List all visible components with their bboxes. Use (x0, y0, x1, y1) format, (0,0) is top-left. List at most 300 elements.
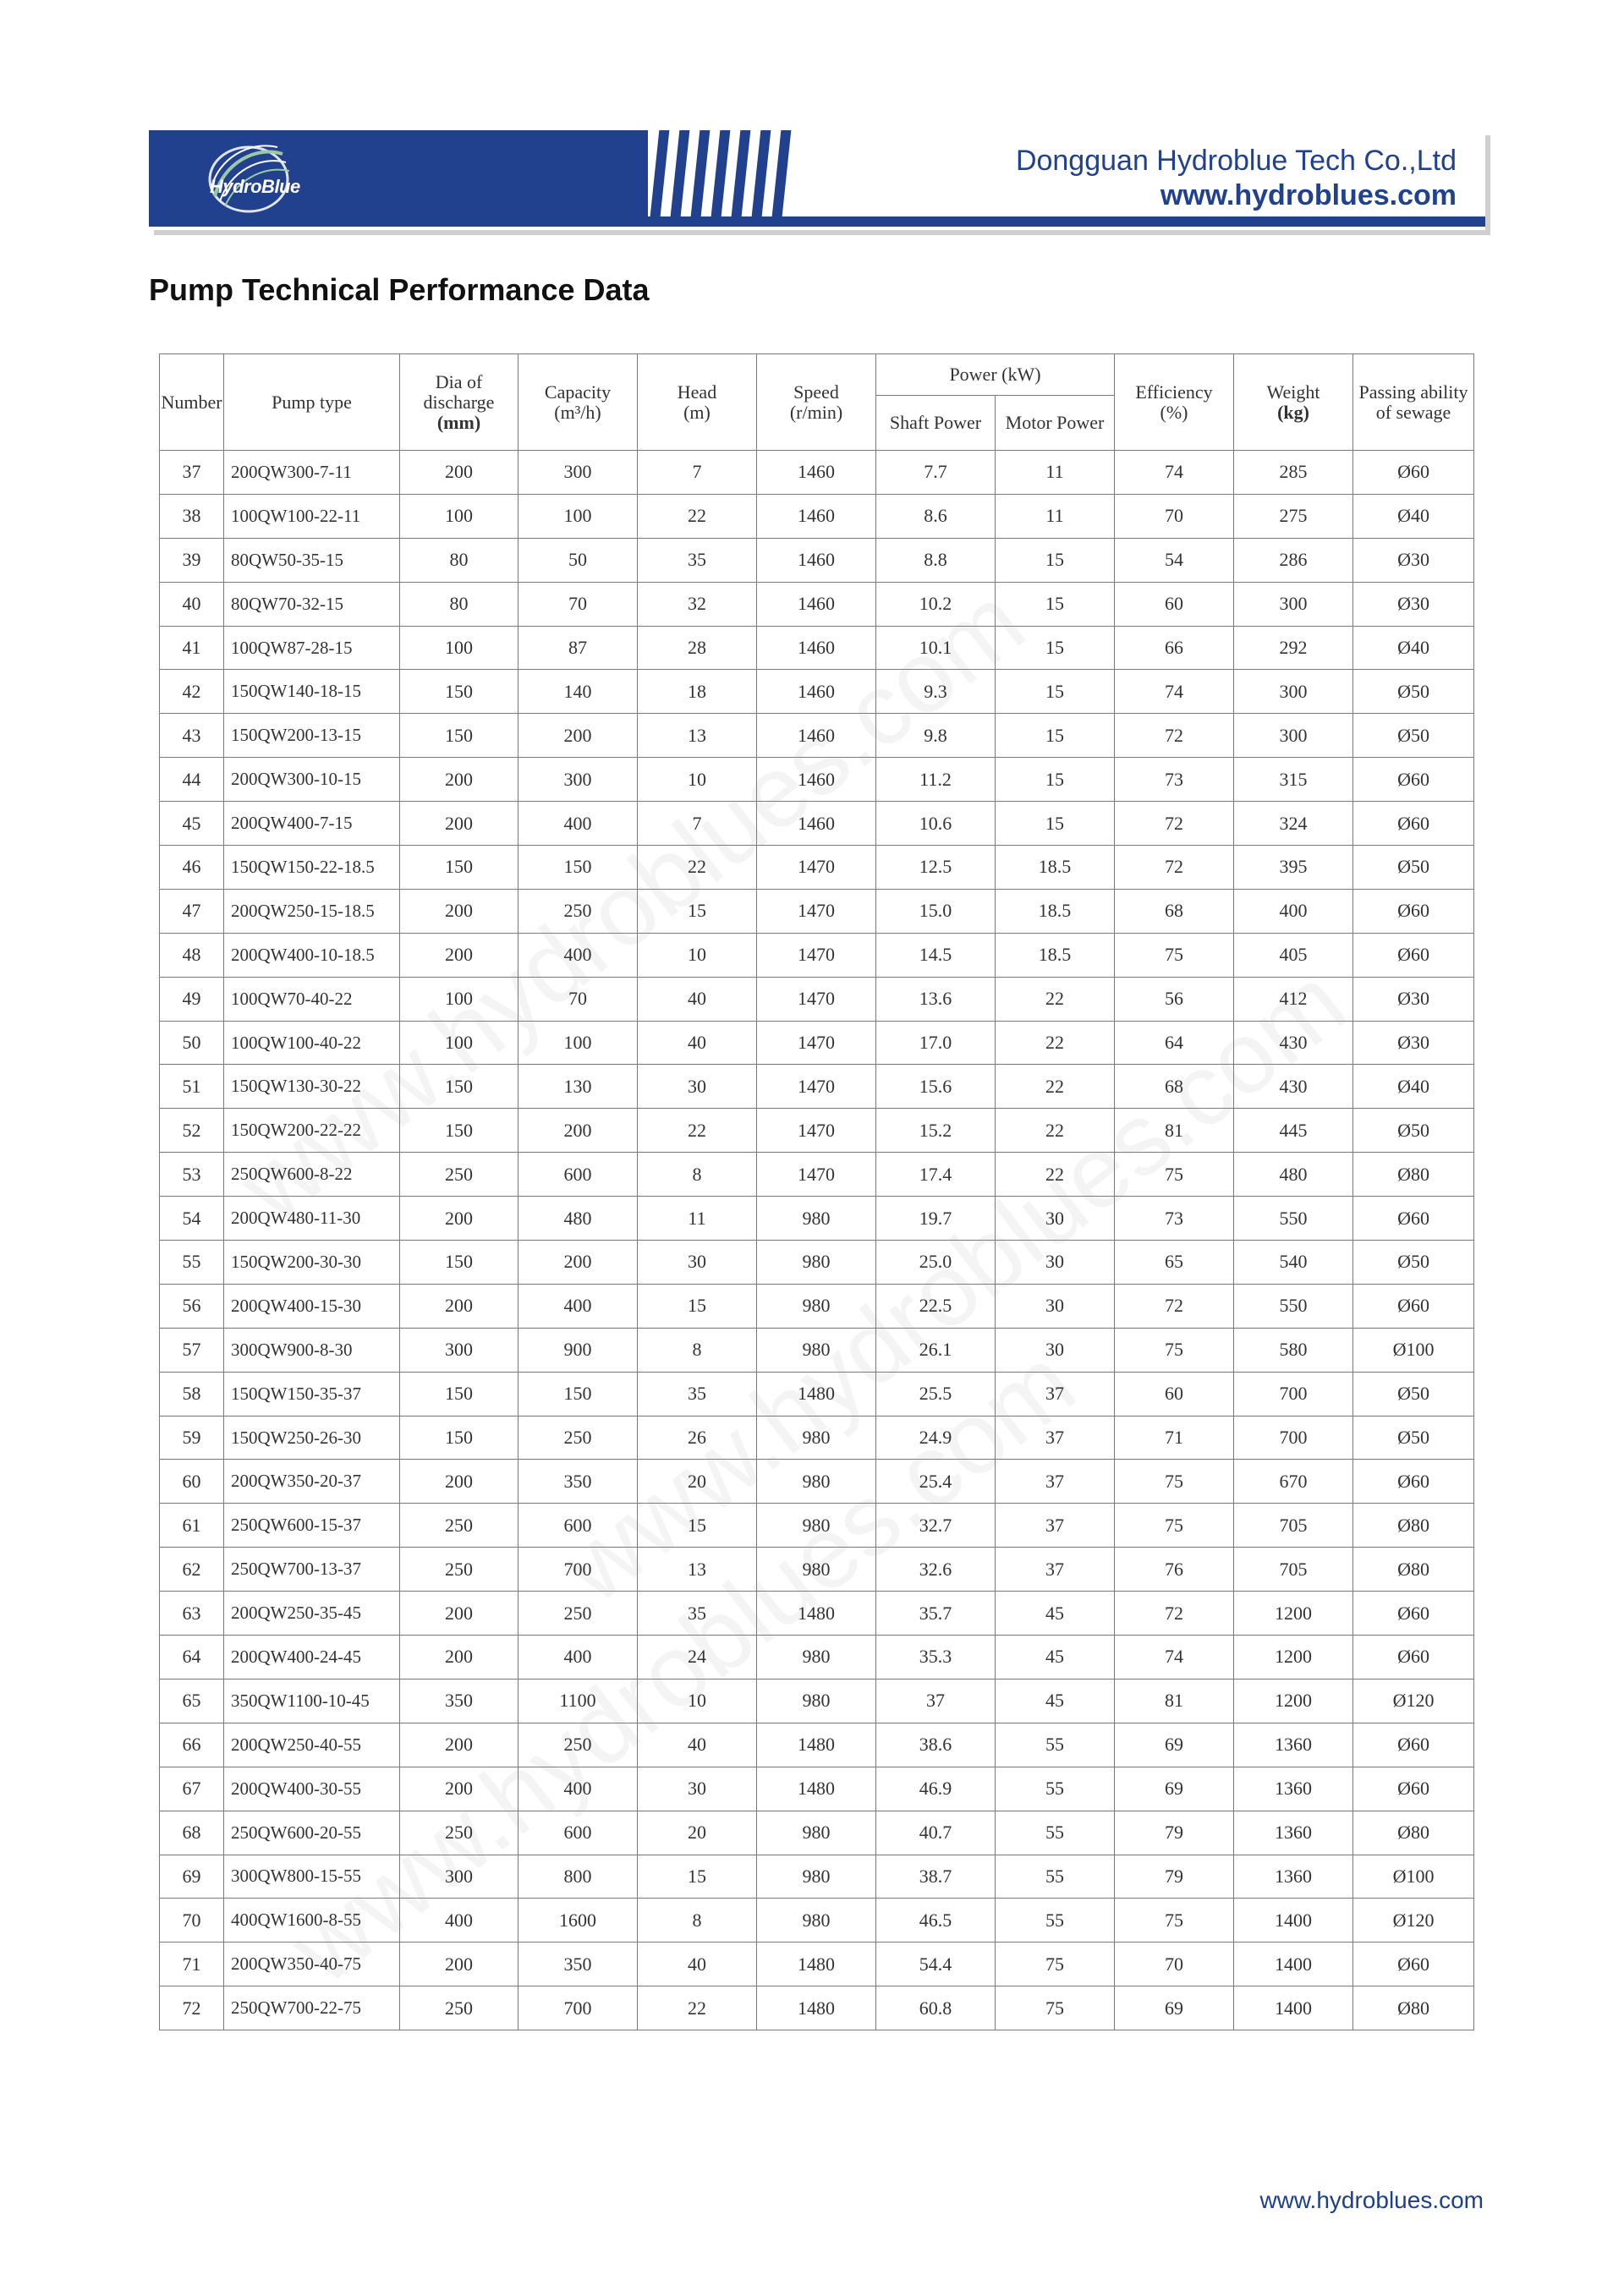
performance-table (159, 353, 1474, 2030)
table-cell: 8.6 (876, 494, 996, 538)
table-cell: 980 (757, 1636, 876, 1680)
table-cell: 80 (400, 582, 518, 626)
table-cell: Ø60 (1353, 1460, 1474, 1504)
table-cell: 44 (160, 758, 224, 802)
table-cell: 30 (996, 1241, 1115, 1285)
table-cell: 100 (400, 977, 518, 1021)
table-cell: 1470 (757, 933, 876, 977)
table-cell: Ø60 (1353, 1197, 1474, 1241)
table-cell: 45 (996, 1679, 1115, 1723)
table-cell: 71 (1115, 1416, 1234, 1460)
table-cell: 300 (518, 758, 638, 802)
header-banner (149, 130, 1485, 230)
table-cell: 400 (400, 1899, 518, 1943)
table-cell: 405 (1234, 933, 1353, 977)
table-cell: Ø100 (1353, 1328, 1474, 1372)
table-cell: 50 (160, 1021, 224, 1065)
table-cell: 150 (400, 1416, 518, 1460)
table-row (160, 802, 1474, 846)
table-cell: 75 (1115, 1460, 1234, 1504)
table-cell: 250 (518, 889, 638, 933)
table-cell: 350 (518, 1460, 638, 1504)
table-cell: 74 (1115, 451, 1234, 495)
table-cell: 700 (518, 1548, 638, 1592)
table-cell: 79 (1115, 1855, 1234, 1899)
table-cell: 100QW100-22-11 (224, 494, 400, 538)
table-cell: 81 (1115, 1109, 1234, 1153)
table-cell: 37 (160, 451, 224, 495)
table-cell: 55 (996, 1811, 1115, 1855)
table-row (160, 1153, 1474, 1197)
table-cell: 150 (518, 1372, 638, 1416)
table-cell: 150 (400, 1065, 518, 1109)
header-underline-bar (149, 216, 1485, 227)
table-cell: 57 (160, 1328, 224, 1372)
table-cell: 1460 (757, 802, 876, 846)
table-cell: 550 (1234, 1284, 1353, 1328)
table-cell: 72 (160, 1986, 224, 2030)
table-cell: 8 (638, 1328, 757, 1372)
header-efficiency: Efficiency (%) (1115, 354, 1234, 451)
table-cell: 59 (160, 1416, 224, 1460)
table-row (160, 889, 1474, 933)
table-cell: Ø30 (1353, 538, 1474, 582)
table-row (160, 451, 1474, 495)
table-cell: 54 (160, 1197, 224, 1241)
table-cell: 150QW140-18-15 (224, 670, 400, 714)
table-cell: 200 (400, 933, 518, 977)
table-row (160, 846, 1474, 890)
table-cell: 100 (518, 494, 638, 538)
table-cell: 68 (1115, 889, 1234, 933)
table-cell: 45 (996, 1592, 1115, 1636)
header-weight: Weight (kg) (1234, 354, 1353, 451)
table-cell: 15 (996, 626, 1115, 670)
table-cell: 37 (996, 1416, 1115, 1460)
logo-text: HydroBlue (210, 176, 300, 197)
table-cell: 54 (1115, 538, 1234, 582)
table-cell: 65 (160, 1679, 224, 1723)
table-cell: 15 (996, 670, 1115, 714)
table-cell: 37 (876, 1679, 996, 1723)
table-cell: 350 (518, 1943, 638, 1986)
table-row (160, 1943, 1474, 1986)
table-cell: 79 (1115, 1811, 1234, 1855)
table-cell: 1200 (1234, 1679, 1353, 1723)
table-row (160, 582, 1474, 626)
table-cell: 22 (638, 494, 757, 538)
table-cell: 75 (996, 1986, 1115, 2030)
table-cell: 300 (400, 1855, 518, 1899)
table-cell: 22 (996, 1109, 1115, 1153)
table-cell: 275 (1234, 494, 1353, 538)
table-cell: 40 (160, 582, 224, 626)
table-cell: 11 (996, 451, 1115, 495)
table-cell: 1480 (757, 1372, 876, 1416)
table-cell: 17.4 (876, 1153, 996, 1197)
table-cell: 292 (1234, 626, 1353, 670)
table-cell: 72 (1115, 802, 1234, 846)
table-cell: 580 (1234, 1328, 1353, 1372)
table-cell: 600 (518, 1504, 638, 1548)
table-cell: 13 (638, 1548, 757, 1592)
table-cell: 200QW350-40-75 (224, 1943, 400, 1986)
table-cell: 75 (1115, 933, 1234, 977)
table-cell: 55 (996, 1767, 1115, 1811)
table-cell: 980 (757, 1460, 876, 1504)
table-cell: Ø50 (1353, 714, 1474, 758)
table-cell: 400 (518, 1636, 638, 1680)
table-cell: 40.7 (876, 1811, 996, 1855)
table-cell: 15 (996, 538, 1115, 582)
table-cell: 47 (160, 889, 224, 933)
table-row (160, 1460, 1474, 1504)
table-row (160, 714, 1474, 758)
table-cell: 670 (1234, 1460, 1353, 1504)
table-cell: 430 (1234, 1021, 1353, 1065)
table-cell: 400 (518, 1767, 638, 1811)
table-row (160, 977, 1474, 1021)
table-cell: 1460 (757, 494, 876, 538)
table-cell: Ø80 (1353, 1153, 1474, 1197)
table-cell: 150 (400, 1372, 518, 1416)
table-cell: 1460 (757, 451, 876, 495)
table-cell: 63 (160, 1592, 224, 1636)
table-cell: 150QW200-22-22 (224, 1109, 400, 1153)
table-cell: 1460 (757, 714, 876, 758)
table-cell: 41 (160, 626, 224, 670)
table-cell: 25.0 (876, 1241, 996, 1285)
table-cell: 69 (1115, 1767, 1234, 1811)
table-cell: 15 (996, 758, 1115, 802)
table-cell: 285 (1234, 451, 1353, 495)
header-shaft-power: Shaft Power (876, 396, 996, 451)
table-cell: 15.2 (876, 1109, 996, 1153)
table-cell: 200 (400, 1636, 518, 1680)
table-cell: 1470 (757, 977, 876, 1021)
table-cell: 15.0 (876, 889, 996, 933)
table-cell: 22.5 (876, 1284, 996, 1328)
table-cell: Ø60 (1353, 1636, 1474, 1680)
table-cell: 8 (638, 1899, 757, 1943)
table-row (160, 1197, 1474, 1241)
table-cell: Ø40 (1353, 626, 1474, 670)
table-cell: 1460 (757, 582, 876, 626)
table-row (160, 1504, 1474, 1548)
table-cell: Ø30 (1353, 1021, 1474, 1065)
table-cell: 20 (638, 1460, 757, 1504)
table-cell: 10.6 (876, 802, 996, 846)
table-cell: 1200 (1234, 1636, 1353, 1680)
table-cell: Ø80 (1353, 1811, 1474, 1855)
table-cell: 35.7 (876, 1592, 996, 1636)
table-cell: 15 (996, 582, 1115, 626)
table-cell: 300QW900-8-30 (224, 1328, 400, 1372)
table-row (160, 1986, 1474, 2030)
table-cell: 61 (160, 1504, 224, 1548)
table-cell: 67 (160, 1767, 224, 1811)
table-cell: 200 (400, 758, 518, 802)
table-cell: 75 (1115, 1504, 1234, 1548)
table-cell: 200 (400, 1767, 518, 1811)
table-cell: 73 (1115, 1197, 1234, 1241)
table-cell: 7.7 (876, 451, 996, 495)
table-cell: 48 (160, 933, 224, 977)
table-row (160, 1811, 1474, 1855)
table-cell: 18.5 (996, 933, 1115, 977)
table-cell: 32.7 (876, 1504, 996, 1548)
table-cell: Ø60 (1353, 933, 1474, 977)
table-cell: 980 (757, 1548, 876, 1592)
table-row (160, 1767, 1474, 1811)
table-cell: 75 (996, 1943, 1115, 1986)
table-cell: 22 (638, 1986, 757, 2030)
table-cell: 200QW400-30-55 (224, 1767, 400, 1811)
table-cell: 250QW600-15-37 (224, 1504, 400, 1548)
table-cell: 1470 (757, 1109, 876, 1153)
table-cell: 1470 (757, 846, 876, 890)
table-cell: 7 (638, 802, 757, 846)
table-cell: 150QW200-30-30 (224, 1241, 400, 1285)
table-cell: 49 (160, 977, 224, 1021)
table-cell: Ø50 (1353, 1109, 1474, 1153)
table-cell: 1480 (757, 1723, 876, 1767)
table-cell: Ø50 (1353, 846, 1474, 890)
table-cell: 705 (1234, 1548, 1353, 1592)
table-cell: 1360 (1234, 1855, 1353, 1899)
table-cell: 46 (160, 846, 224, 890)
table-cell: 75 (1115, 1328, 1234, 1372)
header-stripes (648, 130, 800, 216)
table-cell: 250QW600-20-55 (224, 1811, 400, 1855)
table-cell: 72 (1115, 714, 1234, 758)
table-cell: 37 (996, 1504, 1115, 1548)
company-block (1016, 144, 1457, 213)
table-cell: 200 (400, 889, 518, 933)
table-cell: 7 (638, 451, 757, 495)
table-cell: 51 (160, 1065, 224, 1109)
table-cell: 60 (160, 1460, 224, 1504)
table-cell: 350 (400, 1679, 518, 1723)
table-cell: 200QW400-24-45 (224, 1636, 400, 1680)
table-row (160, 1723, 1474, 1767)
table-cell: 54.4 (876, 1943, 996, 1986)
table-cell: 35 (638, 1592, 757, 1636)
table-cell: 38.6 (876, 1723, 996, 1767)
table-cell: 70 (518, 977, 638, 1021)
table-row (160, 1284, 1474, 1328)
table-cell: 70 (1115, 494, 1234, 538)
table-cell: 200 (518, 1241, 638, 1285)
table-row (160, 1021, 1474, 1065)
table-cell: 60 (1115, 1372, 1234, 1416)
table-cell: 1200 (1234, 1592, 1353, 1636)
table-cell: 250 (518, 1416, 638, 1460)
table-cell: 700 (518, 1986, 638, 2030)
table-cell: 480 (1234, 1153, 1353, 1197)
table-cell: 250 (400, 1811, 518, 1855)
table-cell: 30 (638, 1767, 757, 1811)
table-cell: 11 (638, 1197, 757, 1241)
header-number: Number (160, 354, 224, 451)
table-cell: Ø100 (1353, 1855, 1474, 1899)
table-cell: 200 (400, 1723, 518, 1767)
table-cell: 38.7 (876, 1855, 996, 1899)
table-cell: 22 (996, 977, 1115, 1021)
table-cell: 200QW250-40-55 (224, 1723, 400, 1767)
table-cell: 1400 (1234, 1986, 1353, 2030)
table-cell: Ø120 (1353, 1899, 1474, 1943)
table-cell: 100QW87-28-15 (224, 626, 400, 670)
table-cell: 18 (638, 670, 757, 714)
table-cell: 250 (400, 1504, 518, 1548)
table-cell: 150 (400, 846, 518, 890)
table-cell: 980 (757, 1284, 876, 1328)
table-cell: Ø60 (1353, 1723, 1474, 1767)
table-cell: 62 (160, 1548, 224, 1592)
table-cell: 15 (638, 1504, 757, 1548)
table-cell: 980 (757, 1811, 876, 1855)
table-cell: 37 (996, 1372, 1115, 1416)
table-cell: 900 (518, 1328, 638, 1372)
table-cell: 100 (400, 1021, 518, 1065)
table-cell: 300 (1234, 670, 1353, 714)
table-cell: 22 (996, 1021, 1115, 1065)
table-cell: 26 (638, 1416, 757, 1460)
table-cell: 200 (400, 1284, 518, 1328)
table-cell: Ø60 (1353, 802, 1474, 846)
table-cell: 1470 (757, 889, 876, 933)
table-cell: 286 (1234, 538, 1353, 582)
table-cell: 480 (518, 1197, 638, 1241)
table-cell: 22 (638, 846, 757, 890)
table-cell: 71 (160, 1943, 224, 1986)
table-cell: 150 (400, 714, 518, 758)
table-cell: Ø60 (1353, 1592, 1474, 1636)
table-cell: 12.5 (876, 846, 996, 890)
table-cell: 250QW700-13-37 (224, 1548, 400, 1592)
table-cell: Ø50 (1353, 1241, 1474, 1285)
table-cell: 400 (518, 1284, 638, 1328)
table-cell: 8.8 (876, 538, 996, 582)
table-cell: 10.2 (876, 582, 996, 626)
table-cell: 69 (1115, 1723, 1234, 1767)
table-cell: 600 (518, 1153, 638, 1197)
table-cell: 250 (400, 1153, 518, 1197)
table-cell: 400 (518, 802, 638, 846)
table-cell: 250 (518, 1723, 638, 1767)
table-cell: 42 (160, 670, 224, 714)
footer-website: www.hydroblues.com (1259, 2187, 1484, 2213)
table-cell: 10 (638, 758, 757, 802)
table-cell: 980 (757, 1416, 876, 1460)
table-cell: 19.7 (876, 1197, 996, 1241)
table-cell: 11 (996, 494, 1115, 538)
table-cell: 52 (160, 1109, 224, 1153)
table-cell: 40 (638, 1943, 757, 1986)
table-cell: 150QW150-35-37 (224, 1372, 400, 1416)
table-cell: 200 (400, 1460, 518, 1504)
table-cell: 38 (160, 494, 224, 538)
table-cell: 25.5 (876, 1372, 996, 1416)
table-cell: 300QW800-15-55 (224, 1855, 400, 1899)
table-cell: 315 (1234, 758, 1353, 802)
table-cell: 69 (1115, 1986, 1234, 2030)
table-cell: 350QW1100-10-45 (224, 1679, 400, 1723)
table-cell: 11.2 (876, 758, 996, 802)
table-cell: 35.3 (876, 1636, 996, 1680)
table-cell: 28 (638, 626, 757, 670)
table-row (160, 1592, 1474, 1636)
table-cell: 68 (1115, 1065, 1234, 1109)
table-cell: 9.8 (876, 714, 996, 758)
table-cell: 250 (518, 1592, 638, 1636)
table-cell: 200 (400, 1592, 518, 1636)
table-cell: Ø120 (1353, 1679, 1474, 1723)
header-head: Head (m) (638, 354, 757, 451)
table-cell: 45 (160, 802, 224, 846)
table-cell: Ø40 (1353, 494, 1474, 538)
table-cell: 395 (1234, 846, 1353, 890)
table-cell: 200 (518, 1109, 638, 1153)
table-cell: 1470 (757, 1065, 876, 1109)
table-cell: 15 (638, 889, 757, 933)
table-cell: Ø60 (1353, 889, 1474, 933)
table-cell: 80 (400, 538, 518, 582)
table-row (160, 538, 1474, 582)
table-cell: 1460 (757, 758, 876, 802)
table-cell: 30 (638, 1065, 757, 1109)
table-cell: 140 (518, 670, 638, 714)
table-cell: 60.8 (876, 1986, 996, 2030)
table-cell: 50 (518, 538, 638, 582)
table-cell: 1460 (757, 626, 876, 670)
table-cell: 46.9 (876, 1767, 996, 1811)
table-cell: 40 (638, 977, 757, 1021)
table-cell: 56 (1115, 977, 1234, 1021)
table-cell: Ø50 (1353, 1372, 1474, 1416)
header-capacity: Capacity (m³/h) (518, 354, 638, 451)
table-cell: 100 (400, 494, 518, 538)
table-cell: 18.5 (996, 846, 1115, 890)
table-cell: 24 (638, 1636, 757, 1680)
table-cell: 130 (518, 1065, 638, 1109)
table-cell: 600 (518, 1811, 638, 1855)
table-cell: 37 (996, 1548, 1115, 1592)
header-speed: Speed (r/min) (757, 354, 876, 451)
table-cell: 250 (400, 1548, 518, 1592)
table-cell: 1460 (757, 670, 876, 714)
table-cell: 540 (1234, 1241, 1353, 1285)
table-cell: 300 (1234, 582, 1353, 626)
table-cell: 150QW250-26-30 (224, 1416, 400, 1460)
table-cell: 1360 (1234, 1811, 1353, 1855)
table-cell: 14.5 (876, 933, 996, 977)
table-cell: 74 (1115, 670, 1234, 714)
company-name: Dongguan Hydroblue Tech Co.,Ltd (1015, 145, 1457, 177)
table-cell: 980 (757, 1855, 876, 1899)
table-cell: Ø60 (1353, 758, 1474, 802)
table-cell: 150QW130-30-22 (224, 1065, 400, 1109)
table-cell: 70 (160, 1899, 224, 1943)
table-row (160, 758, 1474, 802)
table-cell: Ø80 (1353, 1548, 1474, 1592)
table-cell: 32 (638, 582, 757, 626)
table-cell: 300 (518, 451, 638, 495)
header-power: Power (kW) (876, 354, 1115, 396)
table-cell: 45 (996, 1636, 1115, 1680)
table-cell: 40 (638, 1723, 757, 1767)
